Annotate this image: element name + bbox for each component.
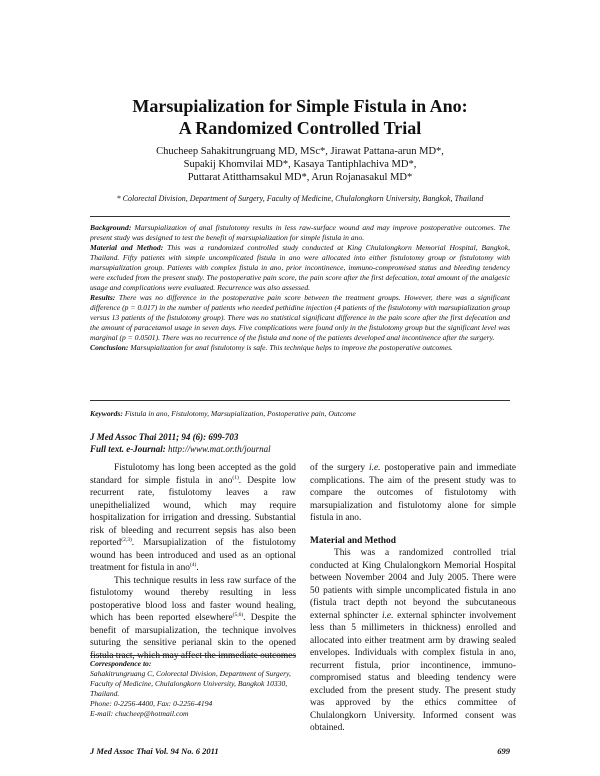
p1-text-c: . Marsupialization of the fistulotomy wound has been introduced and used as an optional treatment for fistula in ano <box>90 538 296 573</box>
correspondence-rule <box>90 655 296 656</box>
intro-paragraph-2 <box>90 575 296 663</box>
correspondence-box <box>90 655 296 719</box>
background-label: Background: <box>90 223 132 232</box>
title-line-1: Marsupialization for Simple Fistula in Ano: <box>132 96 468 116</box>
p4-ie: i.e. <box>381 610 394 621</box>
footer-journal: J Med Assoc Thai Vol. 94 No. 6 2011 <box>90 746 219 756</box>
section-heading-methods: Material and Method <box>310 535 396 546</box>
body-column-left <box>90 462 296 662</box>
p1-text-a: Fistulotomy has long been accepted as the gold standard for simple fistula in ano <box>90 463 296 486</box>
p1-text-b: . Despite low recurrent rate, fistulotomy leaves a raw unepithelialized wound, which may require hospitalization for irrigation and dressing. Substantial risk of bleeding and recurrent sepsis has also been reported <box>90 475 297 548</box>
methods-paragraph <box>310 547 516 735</box>
correspondence-address: Sahakitrungruang C, Colorectal Division, Department of Surgery, Faculty of Medicine, Chulalongkorn University, Bangkok 10330, Thailand. <box>90 669 291 698</box>
author-list <box>0 145 600 184</box>
page-number: 699 <box>497 746 510 756</box>
p4-text-b: external sphincter involvement less than 5 millimeters in thickness) enrolled and allocated into either treatment arm by drawing sealed envelopes. Individuals with complex fistula in ano, recurrent fistula, prior incontinence, immuno-compromised status and bleeding tendency were excluded from the present study. The present study was approved by the ethics committee of Chulalongkorn University. Informed consent was obtained. <box>310 610 517 733</box>
results-text: There was no difference in the postoperative pain score between the treatment groups. However, there was a significant difference (p = 0.017) in the number of patients who needed pethidine injection (4 patients of the fistulotomy with marsupialization group versus 13 patients of the fistulotomy group). There was no statistical significant difference in the pain score after the first defecation and the amount of paracetamol usage in seven days. Five complications were found only in the fistulotomy group but the significant level was marginal (p = 0.0501). There was no recurrence of the fistula and none of the patients developed anal incontinence after the surgery. <box>90 293 510 342</box>
fulltext-line <box>90 443 510 455</box>
citation-ref: (4) <box>189 561 197 568</box>
title-line-2: A Randomized Controlled Trial <box>178 118 422 138</box>
conclusion-text: Marsupialization for anal fistulotomy is safe. This technique helps to improve the postoperative outcomes. <box>130 343 453 352</box>
results-label: Results: <box>90 293 116 302</box>
p3-text-b: postoperative pain and immediate complications. The aim of the present study was to compare the outcomes of fistulotomy with marsupialization and fistulotomy alone for simple fistula in ano. <box>310 463 516 523</box>
citation-ref: (1) <box>232 474 239 481</box>
methods-text: This was a randomized controlled study conducted at King Chulalongkorn Memorial Hospital, Bangkok, Thailand. Fifty patients with simple uncomplicated fistula in ano were allocated into either fistulotomy group or fistulotomy with marsupialization group. Patients with complex fistula in ano, prior incontinence, immuno-compromised status and bleeding tendency were excluded from the present study. The postoperative pain score, the pain score after the first defecation, total amount of the analgesic usage and complications were evaluated. Recurrence was also assessed. <box>90 243 510 292</box>
intro-paragraph-3 <box>310 462 516 525</box>
correspondence-label <box>90 659 296 669</box>
p3-ie: i.e. <box>369 463 381 473</box>
intro-paragraph-1 <box>90 462 296 575</box>
authors-line-2: Supakij Khomvilai MD*, Kasaya Tantiphlachiva MD*, <box>183 159 417 170</box>
keywords-label: Keywords: <box>90 409 123 418</box>
journal-citation <box>90 431 510 455</box>
p2-text-a: This technique results in less raw surface of the fistulotomy wound thereby resulting in less postoperative blood loss and faster wound healing, which has been reported elsewhere <box>90 575 296 623</box>
affiliation: * Colorectal Division, Department of Surgery, Faculty of Medicine, Chulalongkorn University, Bangkok, Thailand <box>116 194 484 203</box>
correspondence-email: E-mail: chucheep@hotmail.com <box>90 709 189 718</box>
article-title <box>0 95 600 139</box>
conclusion-label: Conclusion: <box>90 343 129 352</box>
abstract-bottom-rule <box>90 400 510 401</box>
citation-ref: (2,3) <box>121 536 132 543</box>
abstract-conclusion <box>90 343 510 353</box>
methods-label: Material and Method: <box>90 243 164 252</box>
p1-text-d: . <box>196 563 199 573</box>
correspondence-phone: Phone: 0-2256-4400, Fax: 0-2256-4194 <box>90 699 213 708</box>
journal-reference: J Med Assoc Thai 2011; 94 (6): 699-703 <box>90 432 239 442</box>
abstract-methods <box>90 243 510 293</box>
fulltext-label: Full text. e-Journal: <box>90 444 166 454</box>
keywords <box>90 409 510 418</box>
abstract <box>90 223 510 353</box>
body-column-right <box>310 462 516 735</box>
abstract-background <box>90 223 510 243</box>
p2-text-b: . Despite the benefit of marsupialization, the technique involves suturing the sensitive perianal skin to the opened fistula tract, which may affect the immediate outcomes <box>90 613 297 661</box>
p4-text-a: This was a randomized controlled trial conducted at King Chulalongkorn Memorial Hospital between November 2004 and July 2005. There were 50 patients with simple uncomplicated fistula in ano (fistula tract depth not beyond the subcutaneous external sphincter <box>310 548 516 621</box>
abstract-results <box>90 293 510 343</box>
authors-line-3: Puttarat Atitthamsakul MD*, Arun Rojanasakul MD* <box>187 172 413 183</box>
authors-line-1: Chucheep Sahakitrungruang MD, MSc*, Jirawat Pattana-arun MD*, <box>156 146 444 157</box>
correspondence-heading: Correspondence to: <box>90 659 152 668</box>
p3-text-a: of the surgery <box>310 463 366 473</box>
background-text: Marsupialization of anal fistulotomy results in less raw-surface wound and may improve postoperative outcomes. The present study was designed to test the benefit of marsupialization for simple fistula in ano. <box>90 223 510 242</box>
citation-ref: (5,6) <box>232 611 244 618</box>
fulltext-url[interactable]: http://www.mat.or.th/journal <box>168 444 271 454</box>
keywords-text: Fistula in ano, Fistulotomy, Marsupialization, Postoperative pain, Outcome <box>124 409 356 418</box>
abstract-top-rule <box>90 216 510 217</box>
